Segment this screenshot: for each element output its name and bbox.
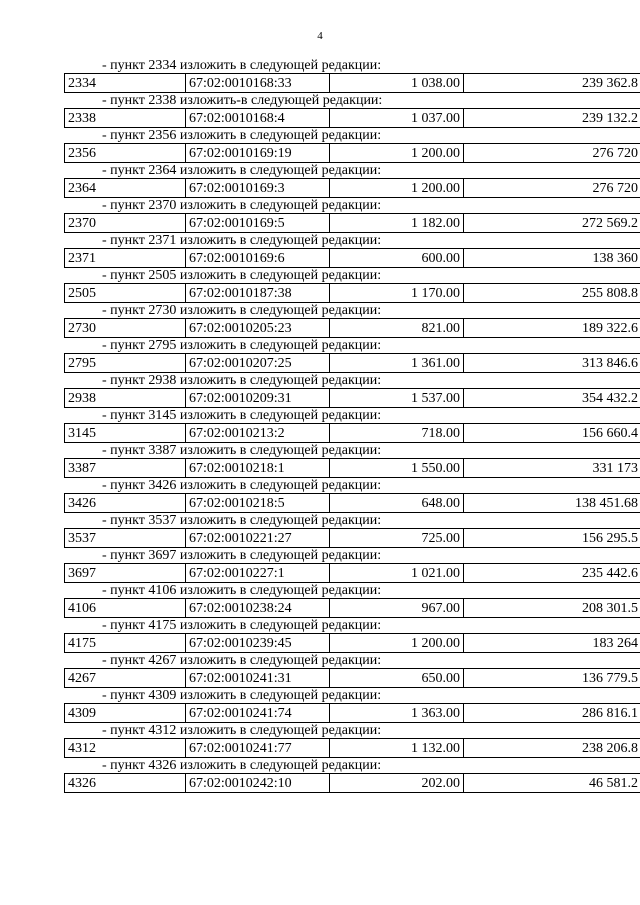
cost-cell: 276 720 — [464, 179, 640, 198]
table-row — [64, 773, 640, 793]
item-number-cell: 2364 — [65, 179, 186, 198]
cadastral-number-cell: 67:02:0010241:31 — [186, 669, 330, 688]
cost-cell: 46 581.2 — [464, 774, 640, 793]
amendment-entry — [64, 513, 640, 548]
table-row — [64, 633, 640, 653]
item-number-cell: 2795 — [65, 354, 186, 373]
table-row — [64, 178, 640, 198]
table-row — [64, 73, 640, 93]
table-row — [64, 283, 640, 303]
amendment-entry — [64, 303, 640, 338]
table-row — [64, 598, 640, 618]
area-cell: 1 132.00 — [330, 739, 464, 758]
table-row — [64, 423, 640, 443]
cost-cell: 156 295.5 — [464, 529, 640, 548]
cadastral-number-cell: 67:02:0010218:1 — [186, 459, 330, 478]
item-number-cell: 2356 — [65, 144, 186, 163]
amendment-instruction: - пункт 4309 изложить в следующей редакции: — [102, 688, 382, 703]
cadastral-number-cell: 67:02:0010187:38 — [186, 284, 330, 303]
item-number-cell: 4309 — [65, 704, 186, 723]
amendment-entry — [64, 583, 640, 618]
cadastral-number-cell: 67:02:0010238:24 — [186, 599, 330, 618]
area-cell: 1 361.00 — [330, 354, 464, 373]
amendment-instruction: - пункт 2334 изложить в следующей редакции: — [102, 58, 382, 73]
item-number-cell: 2334 — [65, 74, 186, 93]
cost-cell: 255 808.8 — [464, 284, 640, 303]
cost-cell: 276 720 — [464, 144, 640, 163]
amendment-instruction: - пункт 3697 изложить в следующей редакции: — [102, 548, 382, 563]
area-cell: 1 550.00 — [330, 459, 464, 478]
area-cell: 650.00 — [330, 669, 464, 688]
amendment-instruction: - пункт 3387 изложить в следующей редакции: — [102, 443, 382, 458]
cost-cell: 354 432.2 — [464, 389, 640, 408]
table-row — [64, 353, 640, 373]
area-cell: 725.00 — [330, 529, 464, 548]
cost-cell: 235 442.6 — [464, 564, 640, 583]
area-cell: 1 537.00 — [330, 389, 464, 408]
item-number-cell: 4267 — [65, 669, 186, 688]
item-number-cell: 2371 — [65, 249, 186, 268]
cost-cell: 238 206.8 — [464, 739, 640, 758]
cadastral-number-cell: 67:02:0010205:23 — [186, 319, 330, 338]
item-number-cell: 3387 — [65, 459, 186, 478]
area-cell: 1 182.00 — [330, 214, 464, 233]
table-row — [64, 248, 640, 268]
table-row — [64, 318, 640, 338]
amendment-instruction: - пункт 2730 изложить в следующей редакции: — [102, 303, 382, 318]
item-number-cell: 2938 — [65, 389, 186, 408]
cadastral-number-cell: 67:02:0010209:31 — [186, 389, 330, 408]
table-row — [64, 668, 640, 688]
amendment-instruction: - пункт 3537 изложить в следующей редакции: — [102, 513, 382, 528]
cost-cell: 138 360 — [464, 249, 640, 268]
amendment-instruction: - пункт 2364 изложить в следующей редакции: — [102, 163, 382, 178]
area-cell: 1 200.00 — [330, 179, 464, 198]
cost-cell: 239 362.8 — [464, 74, 640, 93]
table-row — [64, 213, 640, 233]
amendment-instruction: - пункт 4106 изложить в следующей редакции: — [102, 583, 382, 598]
cadastral-number-cell: 67:02:0010169:3 — [186, 179, 330, 198]
cost-cell: 286 816.1 — [464, 704, 640, 723]
amendment-entry — [64, 723, 640, 758]
cadastral-number-cell: 67:02:0010227:1 — [186, 564, 330, 583]
amendment-entry — [64, 233, 640, 268]
table-row — [64, 143, 640, 163]
cadastral-number-cell: 67:02:0010242:10 — [186, 774, 330, 793]
amendment-instruction: - пункт 4175 изложить в следующей редакции: — [102, 618, 382, 633]
amendment-instruction: - пункт 2795 изложить в следующей редакции: — [102, 338, 382, 353]
item-number-cell: 3537 — [65, 529, 186, 548]
amendment-entry — [64, 338, 640, 373]
cadastral-number-cell: 67:02:0010221:27 — [186, 529, 330, 548]
cadastral-number-cell: 67:02:0010169:19 — [186, 144, 330, 163]
cadastral-number-cell: 67:02:0010218:5 — [186, 494, 330, 513]
item-number-cell: 4106 — [65, 599, 186, 618]
area-cell: 600.00 — [330, 249, 464, 268]
amendment-instruction: - пункт 4267 изложить в следующей редакции: — [102, 653, 382, 668]
area-cell: 1 170.00 — [330, 284, 464, 303]
amendment-instruction: - пункт 3145 изложить в следующей редакции: — [102, 408, 382, 423]
item-number-cell: 3426 — [65, 494, 186, 513]
area-cell: 1 021.00 — [330, 564, 464, 583]
cost-cell: 183 264 — [464, 634, 640, 653]
area-cell: 1 363.00 — [330, 704, 464, 723]
amendment-entry — [64, 443, 640, 478]
table-row — [64, 458, 640, 478]
amendment-instruction: - пункт 2356 изложить в следующей редакции: — [102, 128, 382, 143]
item-number-cell: 2370 — [65, 214, 186, 233]
amendment-entry — [64, 163, 640, 198]
cost-cell: 272 569.2 — [464, 214, 640, 233]
table-row — [64, 703, 640, 723]
amendment-instruction: - пункт 4326 изложить в следующей редакции: — [102, 758, 382, 773]
cadastral-number-cell: 67:02:0010168:33 — [186, 74, 330, 93]
area-cell: 967.00 — [330, 599, 464, 618]
item-number-cell: 2730 — [65, 319, 186, 338]
area-cell: 1 200.00 — [330, 144, 464, 163]
amendment-entry — [64, 618, 640, 653]
cost-cell: 189 322.6 — [464, 319, 640, 338]
item-number-cell: 3697 — [65, 564, 186, 583]
amendment-entry — [64, 653, 640, 688]
amendment-instruction: - пункт 2505 изложить в следующей редакции: — [102, 268, 382, 283]
amendment-entry — [64, 373, 640, 408]
cadastral-number-cell: 67:02:0010168:4 — [186, 109, 330, 128]
table-row — [64, 528, 640, 548]
amendment-instruction: - пункт 4312 изложить в следующей редакции: — [102, 723, 382, 738]
area-cell: 202.00 — [330, 774, 464, 793]
amendment-entry — [64, 688, 640, 723]
cadastral-number-cell: 67:02:0010169:5 — [186, 214, 330, 233]
item-number-cell: 4175 — [65, 634, 186, 653]
cadastral-number-cell: 67:02:0010239:45 — [186, 634, 330, 653]
amendment-entry — [64, 128, 640, 163]
cost-cell: 331 173 — [464, 459, 640, 478]
cost-cell: 156 660.4 — [464, 424, 640, 443]
amendment-instruction: - пункт 2370 изложить в следующей редакции: — [102, 198, 382, 213]
area-cell: 648.00 — [330, 494, 464, 513]
cadastral-number-cell: 67:02:0010241:77 — [186, 739, 330, 758]
table-row — [64, 108, 640, 128]
cost-cell: 313 846.6 — [464, 354, 640, 373]
amendment-entry — [64, 198, 640, 233]
item-number-cell: 2505 — [65, 284, 186, 303]
cadastral-number-cell: 67:02:0010213:2 — [186, 424, 330, 443]
item-number-cell: 4326 — [65, 774, 186, 793]
area-cell: 821.00 — [330, 319, 464, 338]
table-row — [64, 388, 640, 408]
amendment-entry — [64, 758, 640, 793]
amendment-entry — [64, 93, 640, 128]
item-number-cell: 4312 — [65, 739, 186, 758]
amendment-entry — [64, 268, 640, 303]
page-number: 4 — [317, 30, 323, 42]
cost-cell: 136 779.5 — [464, 669, 640, 688]
amendment-instruction: - пункт 2371 изложить в следующей редакции: — [102, 233, 382, 248]
cost-cell: 208 301.5 — [464, 599, 640, 618]
amendment-instruction: - пункт 2338 изложить-в следующей редакции: — [102, 93, 383, 108]
amendment-entry — [64, 548, 640, 583]
area-cell: 1 200.00 — [330, 634, 464, 653]
cost-cell: 138 451.68 — [464, 494, 640, 513]
area-cell: 718.00 — [330, 424, 464, 443]
cadastral-number-cell: 67:02:0010241:74 — [186, 704, 330, 723]
cadastral-number-cell: 67:02:0010207:25 — [186, 354, 330, 373]
area-cell: 1 038.00 — [330, 74, 464, 93]
amendment-instruction: - пункт 2938 изложить в следующей редакции: — [102, 373, 382, 388]
amendments-list — [64, 58, 640, 793]
amendment-entry — [64, 478, 640, 513]
item-number-cell: 3145 — [65, 424, 186, 443]
area-cell: 1 037.00 — [330, 109, 464, 128]
table-row — [64, 738, 640, 758]
amendment-entry — [64, 408, 640, 443]
amendment-instruction: - пункт 3426 изложить в следующей редакции: — [102, 478, 382, 493]
cost-cell: 239 132.2 — [464, 109, 640, 128]
amendment-entry — [64, 58, 640, 93]
item-number-cell: 2338 — [65, 109, 186, 128]
cadastral-number-cell: 67:02:0010169:6 — [186, 249, 330, 268]
table-row — [64, 563, 640, 583]
table-row — [64, 493, 640, 513]
